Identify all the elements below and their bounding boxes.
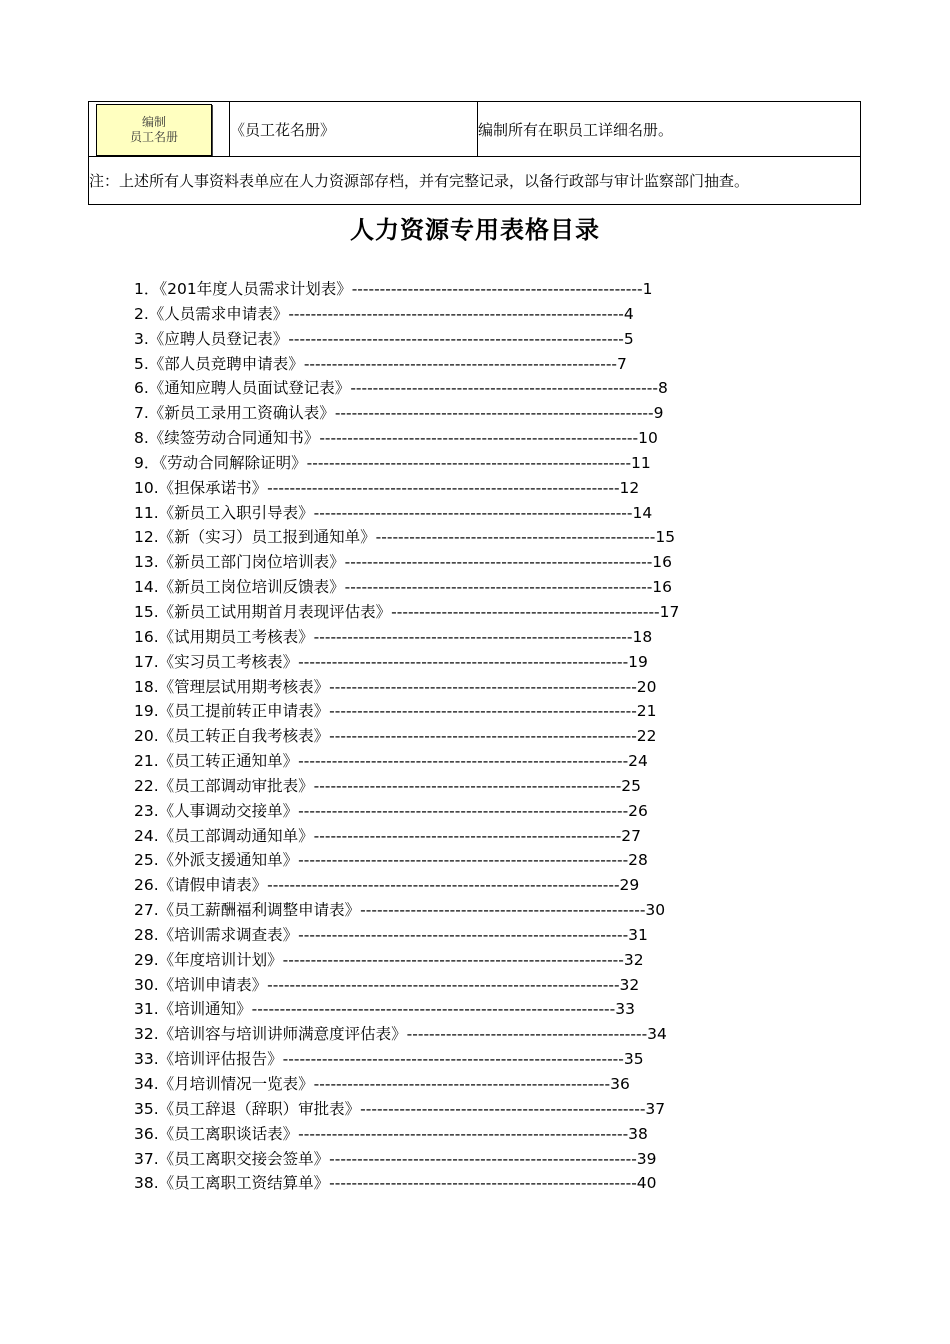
toc-entry-name: 《担保承诺书》 [158, 478, 268, 497]
toc-entry-page: 30 [645, 901, 666, 920]
toc-entry-name: 《新员工试用期首月表现评估表》 [158, 602, 392, 621]
toc-entry-name: 《实习员工考核表》 [158, 652, 299, 671]
toc-entry[interactable] [134, 873, 774, 898]
toc-entry-dashes: ----------------------------------------------------------- [298, 1124, 629, 1143]
toc-entry-page: 32 [623, 950, 644, 969]
toc-entry-page: 12 [619, 478, 640, 497]
toc-entry-num: 25. [134, 851, 159, 870]
toc-entry-name: 《新员工录用工资确认表》 [148, 404, 335, 423]
label-box-line1: 编制 [141, 115, 166, 129]
toc-entry[interactable] [134, 749, 774, 774]
toc-entry-page: 26 [628, 801, 648, 820]
toc-entry[interactable] [134, 724, 774, 749]
toc-entry-name: 《员工部调动通知单》 [158, 826, 314, 845]
toc-entry-dashes: ---------------------------------------------------------- [306, 453, 632, 472]
toc-entry[interactable] [134, 1122, 774, 1147]
label-box-line2: 员工名册 [129, 130, 178, 144]
toc-entry-page: 28 [628, 851, 648, 870]
toc-entry-num: 38. [134, 1174, 159, 1193]
toc-entry[interactable] [134, 973, 774, 998]
toc-entry[interactable] [134, 327, 774, 352]
toc-entry-page: 15 [655, 528, 676, 547]
toc-entry-num: 10. [134, 478, 159, 497]
archive-note: 注：上述所有人事资料表单应在人力资源部存档，并有完整记录，以备行政部与审计监察部门抽查。 [89, 157, 861, 205]
toc-entry-page: 25 [621, 776, 642, 795]
toc-entry-num: 9． [134, 453, 160, 472]
toc-entry-dashes: ---------------------------------------------------- [351, 280, 643, 298]
toc-entry[interactable] [134, 625, 774, 650]
toc-entry[interactable] [134, 550, 774, 575]
toc-entry-num: 2. [134, 304, 149, 323]
toc-entry-num: 22. [134, 776, 159, 795]
toc-entry[interactable] [134, 352, 774, 377]
toc-entry-page: 4 [623, 304, 634, 323]
toc-entry-num: 6. [134, 379, 149, 398]
toc-entry[interactable] [134, 948, 774, 973]
toc-entry-dashes: --------------------------------------------------------- [313, 627, 633, 646]
toc-entry-dashes: ------------------------------------------------------- [329, 1174, 637, 1193]
toc-entry-page: 31 [628, 925, 648, 944]
toc-entry-num: 34. [134, 1075, 159, 1093]
toc-entry-page: 8 [657, 379, 668, 398]
toc-entry-name: 《培训评估报告》 [158, 1050, 283, 1069]
toc-entry-dashes: ------------------------------------------------------- [313, 826, 622, 845]
toc-entry-num: 7. [134, 404, 149, 423]
toc-entry-name: 《人员需求申请表》 [148, 304, 289, 323]
toc-entry-dashes: ----------------------------------------------------- [313, 1075, 611, 1093]
toc-entry-num: 5. [134, 354, 149, 373]
toc-entry-dashes: ------------------------------------------- [406, 1025, 648, 1044]
toc-entry-num: 16. [134, 627, 159, 646]
toc-entry[interactable] [134, 501, 774, 526]
toc-entry-page: 38 [628, 1124, 648, 1143]
toc-entry-num: 28. [134, 925, 159, 944]
toc-entry-num: 21. [134, 752, 159, 771]
toc-entry-name: 《试用期员工考核表》 [158, 627, 314, 646]
toc-entry-page: 9 [653, 404, 664, 423]
toc-entry[interactable] [134, 824, 774, 849]
toc-entry[interactable] [134, 401, 774, 426]
toc-entry-dashes: --------------------------------------------------------- [319, 429, 639, 448]
toc-entry-name: 《外派支援通知单》 [158, 851, 299, 870]
toc-entry-num: 1． [134, 280, 160, 298]
toc-entry[interactable] [134, 1047, 774, 1072]
toc-entry-num: 29. [134, 950, 159, 969]
toc-entry-num: 8. [134, 429, 149, 448]
toc-entry-name: 《培训通知》 [158, 1000, 252, 1019]
toc-entry[interactable] [134, 376, 774, 401]
toc-entry-dashes: ------------------------------------------------ [391, 602, 660, 621]
toc-entry[interactable] [134, 650, 774, 675]
toc-entry-dashes: --------------------------------------------------------- [313, 503, 633, 522]
toc-entry[interactable] [134, 1022, 774, 1047]
toc-entry-num: 3. [134, 329, 149, 348]
toc-entry-page: 16 [652, 578, 673, 597]
toc-entry-page: 21 [636, 702, 657, 721]
toc-entry[interactable] [134, 575, 774, 600]
toc-entry-num: 23. [134, 801, 159, 820]
toc-entry[interactable] [134, 1097, 774, 1122]
toc-entry-name: 《员工辞退（辞职）审批表》 [158, 1099, 361, 1118]
toc-entry-name: 《员工离职谈话表》 [158, 1124, 299, 1143]
toc-entry-page: 1 [642, 280, 653, 298]
form-row [89, 102, 861, 157]
toc-entry-dashes: -------------------------------------------------- [375, 528, 656, 547]
toc-entry-num: 35. [134, 1099, 159, 1118]
toc-entry-page: 22 [636, 727, 657, 746]
toc-entry-name: 《员工离职交接会签单》 [158, 1149, 330, 1168]
toc-entry-dashes: ------------------------------------------------------- [350, 379, 658, 398]
toc-entry-dashes: ------------------------------------------------------- [329, 677, 637, 696]
toc-entry-num: 36. [134, 1124, 159, 1143]
toc-entry-dashes: ----------------------------------------------------------- [298, 652, 629, 671]
toc-entry-name: 《通知应聘人员面试登记表》 [148, 379, 351, 398]
label-box [96, 104, 212, 156]
toc-entry-num: 18. [134, 677, 159, 696]
toc-entry-dashes: --------------------------------------------------- [360, 1099, 646, 1118]
toc-entry-num: 14. [134, 578, 159, 597]
toc-entry-name: 《部人员竞聘申请表》 [148, 354, 304, 373]
toc-entry-name: 《员工转正自我考核表》 [158, 727, 330, 746]
toc-entry-name: 《新（实习）员工报到通知单》 [158, 528, 376, 547]
toc-entry-dashes: ----------------------------------------------------------------- [251, 1000, 616, 1019]
toc-entry-dashes: ------------------------------------------------------------ [288, 304, 624, 323]
toc-entry[interactable] [134, 426, 774, 451]
toc-entry-dashes: --------------------------------------------------- [360, 901, 646, 920]
toc-entry[interactable] [134, 923, 774, 948]
toc-entry[interactable] [134, 1171, 774, 1196]
toc-entry-name: 《应聘人员登记表》 [148, 329, 289, 348]
toc-entry-num: 24. [134, 826, 159, 845]
toc-entry-name: 《201年度人员需求计划表》 [159, 280, 352, 298]
toc-entry-name: 《年度培训计划》 [158, 950, 283, 969]
toc-entry[interactable] [134, 997, 774, 1022]
toc-entry-num: 37. [134, 1149, 159, 1168]
toc-entry[interactable] [134, 476, 774, 501]
toc-entry-page: 24 [628, 752, 648, 771]
toc-entry-page: 11 [631, 453, 651, 472]
toc-entry[interactable] [134, 898, 774, 923]
toc-entry-name: 《人事调动交接单》 [158, 801, 299, 820]
toc-entry-dashes: ------------------------------------------------------- [329, 727, 637, 746]
toc-entry-name: 《培训容与培训讲师满意度评估表》 [158, 1025, 407, 1044]
toc-entry-num: 27. [134, 901, 159, 920]
toc-entry-page: 35 [623, 1050, 644, 1069]
toc-entry-name: 《员工部调动审批表》 [158, 776, 314, 795]
toc-entry-page: 33 [615, 1000, 635, 1019]
toc-entry-page: 40 [636, 1174, 657, 1193]
toc-entry-dashes: --------------------------------------------------------------- [267, 876, 620, 895]
toc-entry-page: 14 [632, 503, 653, 522]
toc-entry[interactable] [134, 699, 774, 724]
label-cell [89, 102, 230, 157]
toc-entry[interactable] [134, 1147, 774, 1172]
toc-entry-dashes: ------------------------------------------------------- [344, 553, 653, 572]
toc-entry-num: 12. [134, 528, 159, 547]
toc-entry[interactable] [134, 277, 774, 302]
toc-entry-page: 29 [619, 876, 640, 895]
page-title: 人力资源专用表格目录 [350, 216, 600, 244]
toc-entry-dashes: ------------------------------------------------------- [329, 702, 637, 721]
toc-entry-dashes: ------------------------------------------------------- [313, 776, 622, 795]
toc-entry-dashes: ------------------------------------------------------- [344, 578, 653, 597]
toc-entry-dashes: ----------------------------------------------------------- [298, 801, 629, 820]
toc-entry-page: 20 [636, 677, 657, 696]
toc-entry-name: 《新员工岗位培训反馈表》 [158, 578, 345, 597]
toc-entry-num: 26. [134, 876, 159, 895]
toc-entry-page: 27 [621, 826, 642, 845]
toc-entry-dashes: --------------------------------------------------------- [334, 404, 654, 423]
toc-entry-name: 《请假申请表》 [158, 876, 268, 895]
toc-entry-dashes: -------------------------------------------------------- [303, 354, 618, 373]
toc-entry[interactable] [134, 848, 774, 873]
toc-entry-page: 5 [623, 329, 634, 348]
toc-entry-dashes: ------------------------------------------------------- [329, 1149, 637, 1168]
toc-entry-dashes: ------------------------------------------------------------ [288, 329, 624, 348]
toc-entry-page: 19 [628, 652, 648, 671]
toc-entry-num: 13. [134, 553, 159, 572]
toc-entry-page: 7 [617, 354, 627, 373]
toc-entry-name: 《培训申请表》 [158, 975, 268, 994]
toc-entry-page: 10 [638, 429, 658, 448]
toc-entry-page: 34 [647, 1025, 667, 1044]
toc-entry-name: 《员工转正通知单》 [158, 752, 299, 771]
toc-entry-num: 11. [134, 503, 159, 522]
toc-entry-name: 《月培训情况一览表》 [158, 1075, 314, 1093]
toc-entry-page: 37 [645, 1099, 666, 1118]
toc-entry[interactable] [134, 600, 774, 625]
toc-entry-dashes: ------------------------------------------------------------- [282, 1050, 624, 1069]
toc-entry-num: 33. [134, 1050, 159, 1069]
toc-entry[interactable] [134, 675, 774, 700]
toc-entry[interactable] [134, 302, 774, 327]
toc-entry[interactable] [134, 774, 774, 799]
toc-entry-name: 《新员工部门岗位培训表》 [158, 553, 345, 572]
toc-entry[interactable] [134, 799, 774, 824]
toc-entry-name: 《员工提前转正申请表》 [158, 702, 330, 721]
toc-entry[interactable] [134, 1072, 774, 1097]
toc-entry-dashes: ----------------------------------------------------------- [298, 851, 629, 870]
table-of-contents [134, 277, 774, 1196]
toc-entry-num: 20. [134, 727, 159, 746]
form-name-cell: 《员工花名册》 [230, 102, 478, 157]
toc-entry-name: 《员工薪酬福利调整申请表》 [158, 901, 361, 920]
note-row [89, 157, 861, 205]
toc-entry[interactable] [134, 525, 774, 550]
toc-entry-page: 18 [632, 627, 653, 646]
toc-entry-num: 19. [134, 702, 159, 721]
toc-entry-num: 32. [134, 1025, 159, 1044]
toc-entry-num: 31. [134, 1000, 159, 1019]
toc-entry-dashes: ----------------------------------------------------------- [298, 925, 629, 944]
toc-entry-page: 16 [652, 553, 673, 572]
toc-entry-name: 《续签劳动合同通知书》 [148, 429, 320, 448]
toc-entry-dashes: --------------------------------------------------------------- [267, 478, 620, 497]
toc-entry-name: 《培训需求调查表》 [158, 925, 299, 944]
toc-entry-page: 36 [610, 1075, 630, 1093]
toc-entry[interactable] [134, 451, 774, 476]
form-description-cell: 编制所有在职员工详细名册。 [478, 102, 861, 157]
toc-entry-num: 15. [134, 602, 159, 621]
toc-entry-num: 17. [134, 652, 159, 671]
toc-entry-name: 《新员工入职引导表》 [158, 503, 314, 522]
toc-entry-dashes: ----------------------------------------------------------- [298, 752, 629, 771]
toc-entry-num: 30. [134, 975, 159, 994]
toc-entry-dashes: ------------------------------------------------------------- [282, 950, 624, 969]
toc-entry-dashes: --------------------------------------------------------------- [267, 975, 620, 994]
toc-entry-page: 39 [636, 1149, 657, 1168]
toc-entry-name: 《员工离职工资结算单》 [158, 1174, 330, 1193]
toc-entry-page: 17 [659, 602, 680, 621]
toc-entry-name: 《管理层试用期考核表》 [158, 677, 330, 696]
form-table [88, 101, 861, 205]
toc-entry-name: 《劳动合同解除证明》 [159, 453, 307, 472]
toc-entry-page: 32 [619, 975, 640, 994]
